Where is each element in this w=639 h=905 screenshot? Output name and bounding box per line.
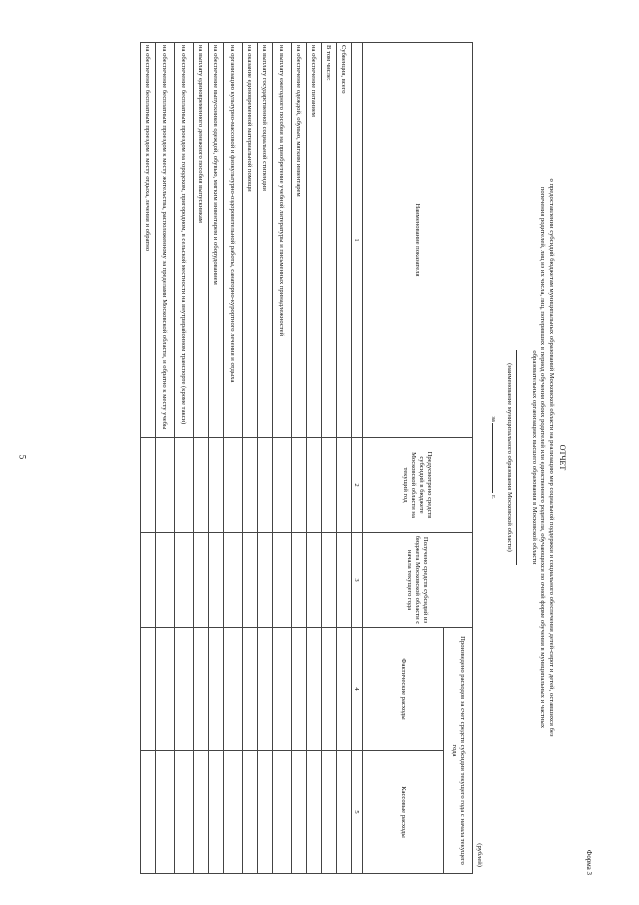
table-row [322, 43, 337, 874]
report-subtitle [529, 60, 555, 855]
cell-cash[interactable] [292, 751, 307, 874]
cell-cash[interactable] [307, 751, 322, 874]
cell-received[interactable] [337, 533, 352, 628]
cell-received[interactable] [194, 533, 209, 628]
row-label: В том числе: [322, 43, 337, 438]
table-row [307, 43, 322, 874]
table-row [194, 43, 209, 874]
municipality-blank-line[interactable] [516, 350, 517, 565]
table-row [243, 43, 258, 874]
row-label: на обеспечение бесплатным проездом к месту жительства, расположенному за пределами Московской области, и обратно к месту учебы [156, 43, 175, 438]
header-name: Наименование показателя [363, 43, 473, 438]
cell-received[interactable] [322, 533, 337, 628]
row-label: на обеспечение одеждой, обувью, мягким инвентарем [292, 43, 307, 438]
cell-actual[interactable] [156, 628, 175, 751]
cell-cash[interactable] [209, 751, 224, 874]
table-row [273, 43, 292, 874]
cell-planned[interactable] [224, 438, 243, 533]
cell-received[interactable] [258, 533, 273, 628]
cell-planned[interactable] [141, 438, 156, 533]
header-planned: Предусмотрено средств субсидий в бюджете Московской области на текущий год [363, 438, 473, 533]
cell-cash[interactable] [322, 751, 337, 874]
cell-actual[interactable] [258, 628, 273, 751]
column-number: 1 [352, 43, 363, 438]
table-row [292, 43, 307, 874]
cell-actual[interactable] [243, 628, 258, 751]
report-title: ОТЧЕТ [558, 444, 567, 471]
row-label: на выплату единовременного денежного пособия выпускникам [194, 43, 209, 438]
header-spent-group: Произведено расходов за счет средств субсидии текущего года с начала текущего года [444, 628, 473, 874]
cell-actual[interactable] [273, 628, 292, 751]
column-number: 4 [352, 628, 363, 751]
report-table [140, 42, 473, 874]
subtitle-line: попечения родителей, лиц из их числа, лиц, потерявших в период обучения обоих родителей или единственного родителя, обучающихся по очной форме обучения в муниципальных и частных [539, 186, 547, 729]
column-numbers-row [352, 43, 363, 874]
cell-planned[interactable] [273, 438, 292, 533]
cell-planned[interactable] [322, 438, 337, 533]
period-blank-line[interactable] [492, 423, 499, 493]
cell-planned[interactable] [156, 438, 175, 533]
header-cash: Кассовые расходы [363, 751, 444, 874]
column-number: 5 [352, 751, 363, 874]
row-label: на выплату ежегодного пособия на приобретение учебной литературы и письменных принадлежностей [273, 43, 292, 438]
cell-planned[interactable] [292, 438, 307, 533]
cell-received[interactable] [243, 533, 258, 628]
cell-planned[interactable] [194, 438, 209, 533]
cell-cash[interactable] [141, 751, 156, 874]
cell-actual[interactable] [322, 628, 337, 751]
cell-received[interactable] [175, 533, 194, 628]
units-label: (рублей) [476, 843, 483, 867]
cell-cash[interactable] [224, 751, 243, 874]
table-row [258, 43, 273, 874]
row-label: на обеспечение выпускников одеждой, обувью, мягким инвентарем и оборудованием [209, 43, 224, 438]
cell-planned[interactable] [307, 438, 322, 533]
cell-cash[interactable] [175, 751, 194, 874]
cell-received[interactable] [224, 533, 243, 628]
table-row [337, 43, 352, 874]
cell-actual[interactable] [141, 628, 156, 751]
cell-actual[interactable] [307, 628, 322, 751]
period-field [490, 40, 499, 875]
cell-planned[interactable] [243, 438, 258, 533]
cell-received[interactable] [273, 533, 292, 628]
cell-cash[interactable] [273, 751, 292, 874]
cell-actual[interactable] [175, 628, 194, 751]
municipality-caption: (наименование муниципального образования Московской области) [506, 363, 513, 552]
cell-actual[interactable] [209, 628, 224, 751]
cell-actual[interactable] [292, 628, 307, 751]
column-number: 3 [352, 533, 363, 628]
table-row [224, 43, 243, 874]
subtitle-line: о предоставлении субсидий бюджетам муниципальных образований Московской области на реализацию мер социальной поддержки и социального обеспечения детей-сирот и детей, оставшихся без [548, 178, 555, 737]
form-label: Форма 3 [585, 849, 593, 875]
page-number: 5 [17, 454, 28, 460]
cell-actual[interactable] [337, 628, 352, 751]
row-label: на обеспечение питанием [307, 43, 322, 438]
header-actual: Фактические расходы [363, 628, 444, 751]
cell-planned[interactable] [337, 438, 352, 533]
cell-planned[interactable] [258, 438, 273, 533]
row-label: на обеспечение бесплатным проездом к месту отдыха, лечения и обратно [141, 43, 156, 438]
period-suffix: г. [490, 495, 497, 499]
period-prefix: за [490, 416, 497, 422]
cell-received[interactable] [156, 533, 175, 628]
cell-cash[interactable] [156, 751, 175, 874]
row-label: на организацию культурно-массовой и физкультурно-оздоровительной работы, санаторно-курортного лечения и отдыха [224, 43, 243, 438]
cell-cash[interactable] [337, 751, 352, 874]
table-row [156, 43, 175, 874]
cell-actual[interactable] [194, 628, 209, 751]
row-label: на обеспечение бесплатным проездом на городском, пригородном, в сельской местности на внутрирайонном транспорте (кроме такси) [175, 43, 194, 438]
cell-cash[interactable] [194, 751, 209, 874]
cell-cash[interactable] [243, 751, 258, 874]
cell-received[interactable] [292, 533, 307, 628]
subtitle-line: образовательных организациях высшего образования в Московской области [530, 350, 538, 565]
column-number: 2 [352, 438, 363, 533]
row-label: на оказание единовременной материальной помощи [243, 43, 258, 438]
cell-planned[interactable] [175, 438, 194, 533]
table-row [209, 43, 224, 874]
cell-received[interactable] [307, 533, 322, 628]
cell-actual[interactable] [224, 628, 243, 751]
header-received: Получено средств субсидий из бюджета Московской области с начала текущего года [363, 533, 473, 628]
table-row [141, 43, 156, 874]
cell-planned[interactable] [209, 438, 224, 533]
cell-received[interactable] [209, 533, 224, 628]
table-row [175, 43, 194, 874]
cell-received[interactable] [141, 533, 156, 628]
report-page [85, 40, 593, 875]
row-label: Субвенция, всего [337, 43, 352, 438]
row-label: на выплату государственной социальной стипендии [258, 43, 273, 438]
cell-cash[interactable] [258, 751, 273, 874]
